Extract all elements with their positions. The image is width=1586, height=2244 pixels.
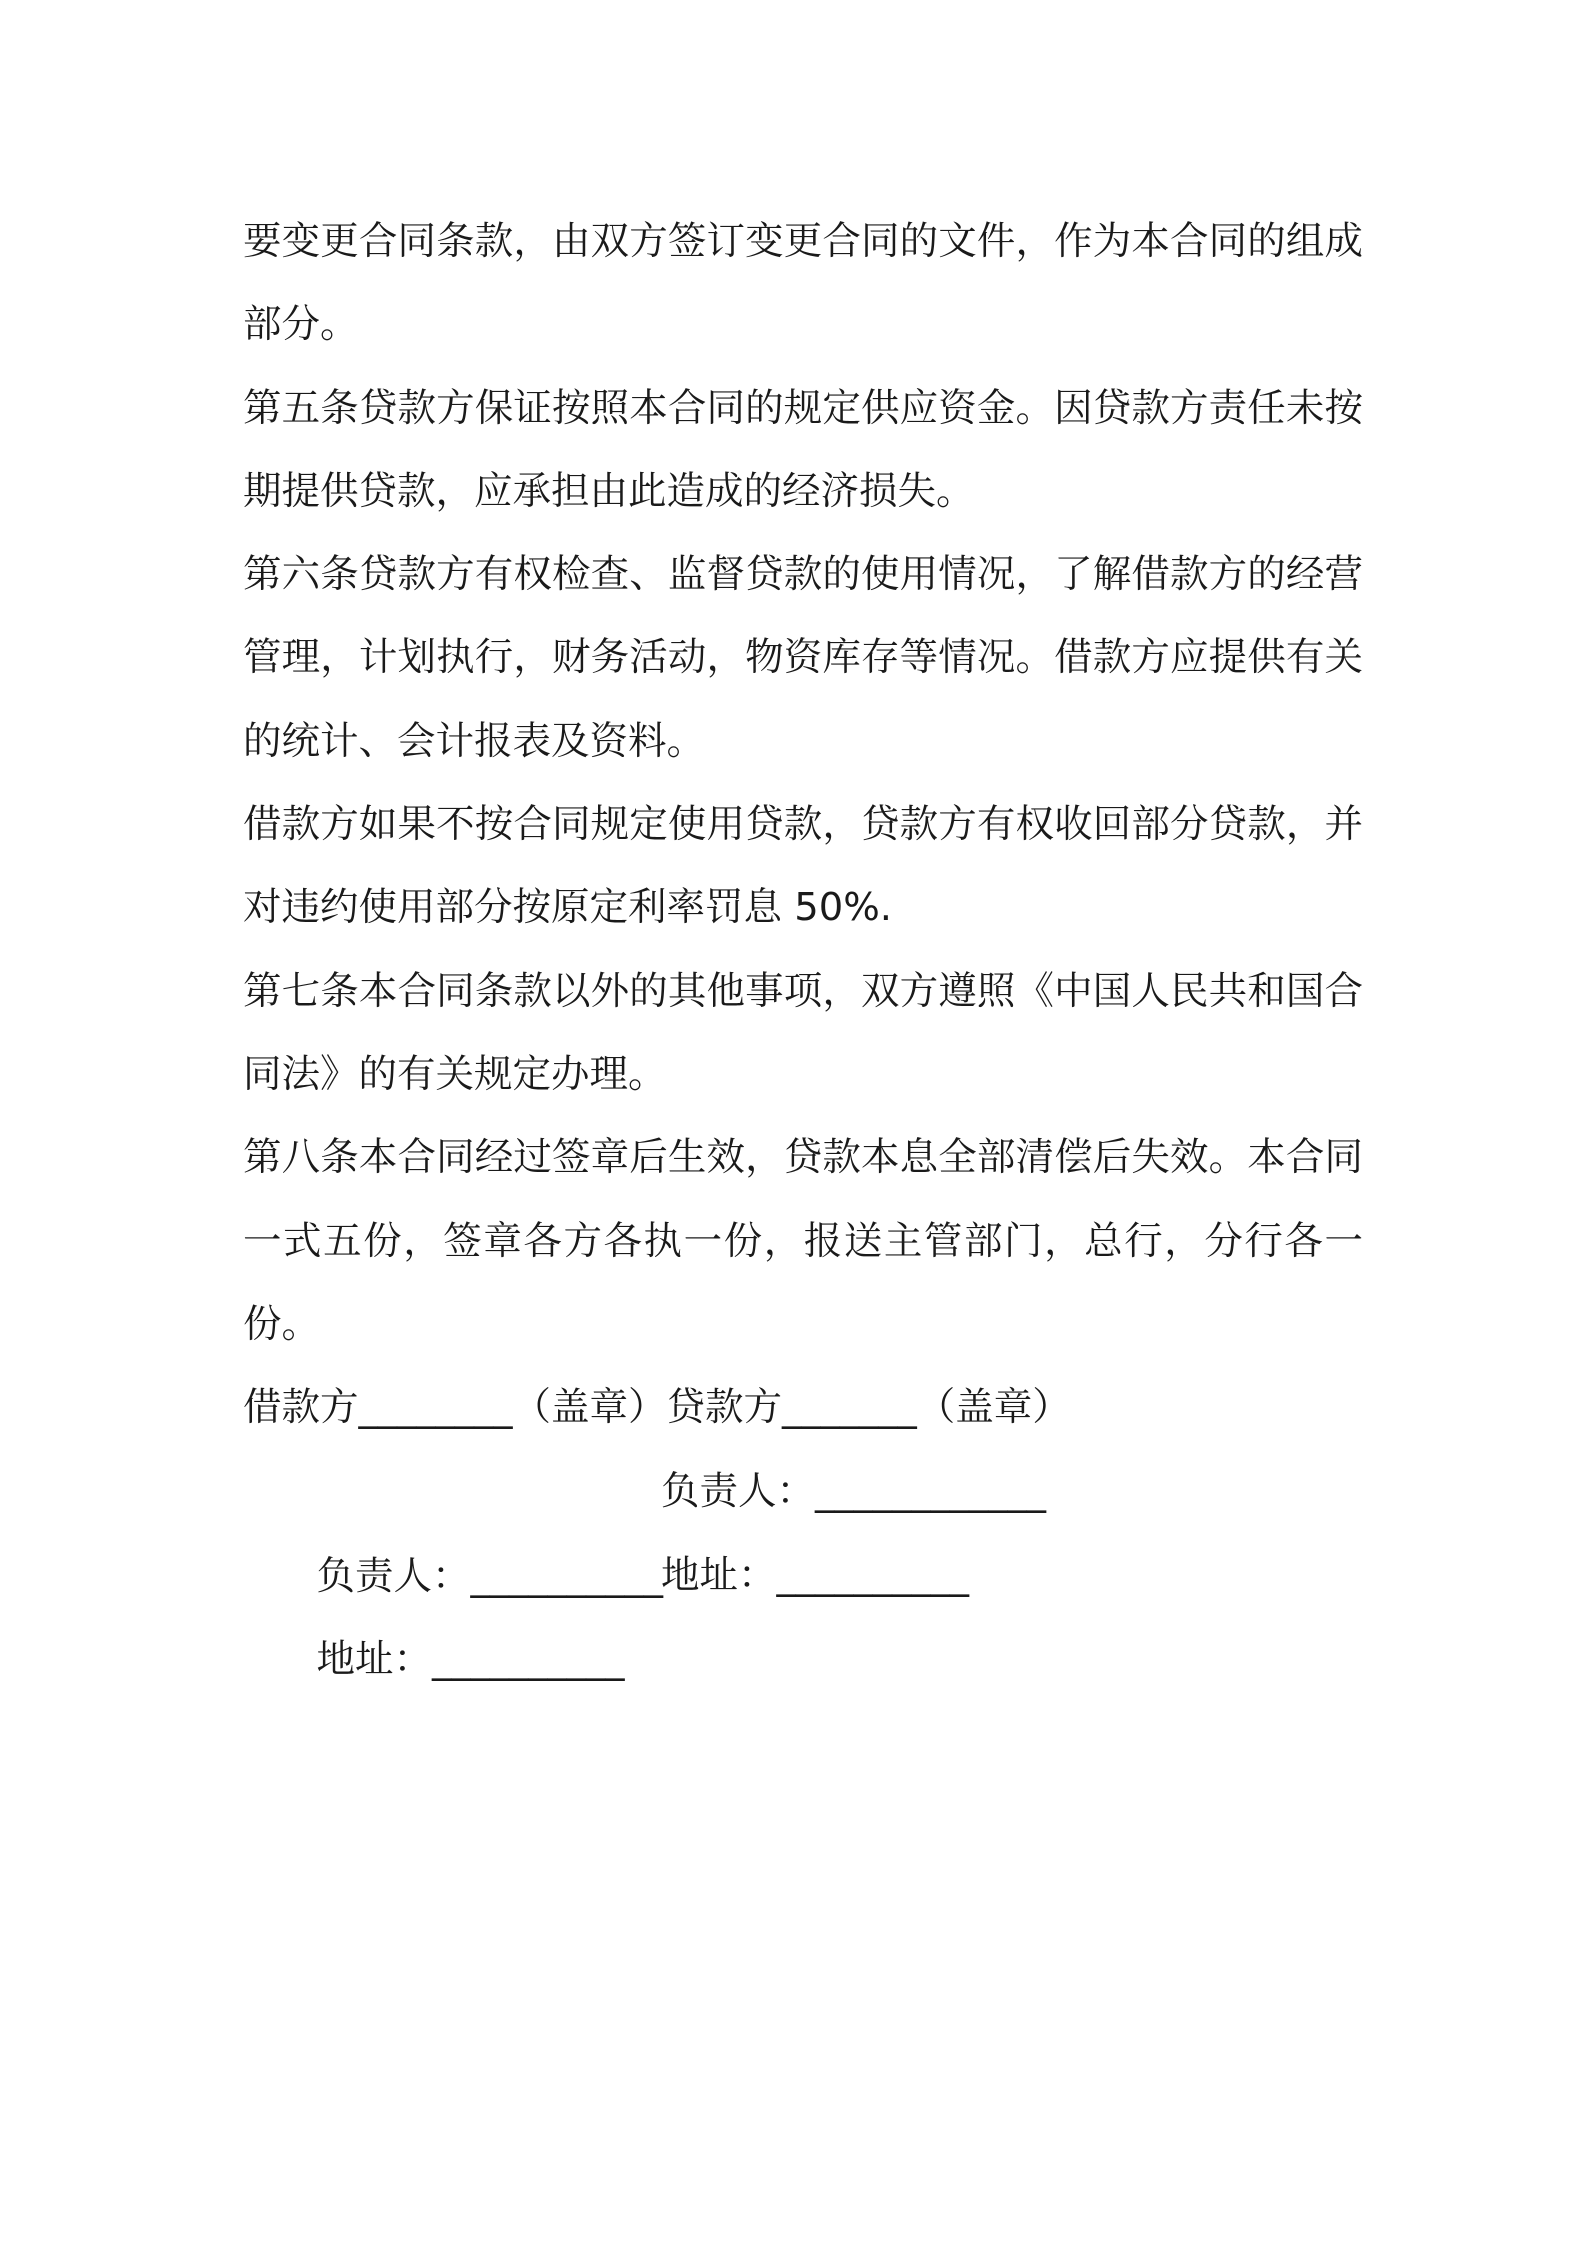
lender-address-field: 地址：__________ xyxy=(661,1553,970,1599)
borrower-responsible-field: 负责人：__________ xyxy=(316,1554,663,1600)
document-body xyxy=(243,200,1363,1682)
paragraph-article-5: 第五条贷款方保证按照本合同的规定供应资金。因贷款方责任未按期提供贷款，应承担由此造成的经济损失。 xyxy=(243,385,1363,514)
lender-responsible-field: 负责人：____________ xyxy=(661,1469,1047,1515)
signature-parties-line: 借款方________（盖章）贷款方_______（盖章） xyxy=(243,1385,1071,1431)
paragraph-article-6: 第六条贷款方有权检查、监督贷款的使用情况，了解借款方的经营管理，计划执行，财务活动，物资库存等情况。借款方应提供有关的统计、会计报表及资料。 xyxy=(243,552,1363,764)
signature-address-row xyxy=(243,1534,1363,1682)
paragraph-misuse-penalty: 借款方如果不按合同规定使用贷款，贷款方有权收回部分贷款，并对违约使用部分按原定利率罚息 50%. xyxy=(243,802,1363,931)
paragraph-article-7: 第七条本合同条款以外的其他事项，双方遵照《中国人民共和国合同法》的有关规定办理。 xyxy=(243,968,1363,1097)
borrower-address-field: 地址：__________ xyxy=(316,1636,625,1682)
paragraph-amendment: 要变更合同条款，由双方签订变更合同的文件，作为本合同的组成部分。 xyxy=(243,219,1363,348)
paragraph-article-8: 第八条本合同经过签章后生效，贷款本息全部清偿后失效。本合同一式五份，签章各方各执一份，报送主管部门，总行，分行各一份。 xyxy=(243,1135,1363,1347)
